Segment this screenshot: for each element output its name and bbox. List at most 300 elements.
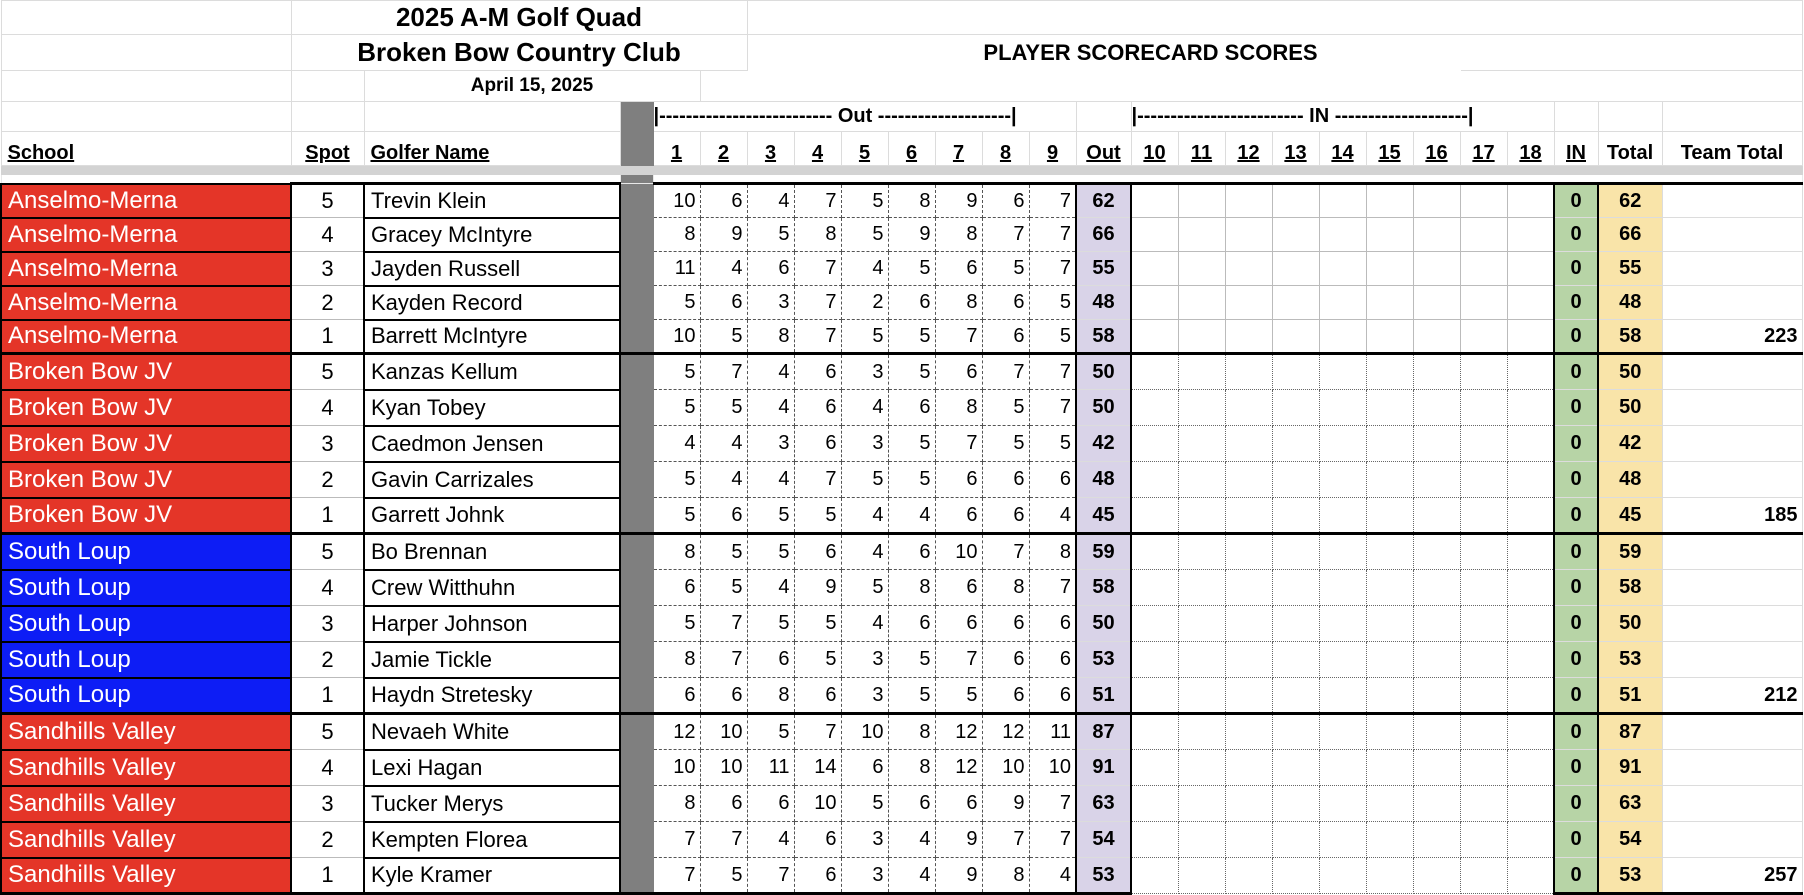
back-nine-score[interactable]	[1507, 750, 1554, 786]
back-nine-score[interactable]	[1131, 320, 1178, 354]
hole-score[interactable]: 10	[653, 320, 700, 354]
back-nine-score[interactable]	[1460, 786, 1507, 822]
hole-score[interactable]: 5	[653, 606, 700, 642]
hole-score[interactable]: 7	[1029, 184, 1076, 218]
hole-score[interactable]: 8	[982, 858, 1029, 894]
back-nine-score[interactable]	[1366, 606, 1413, 642]
hole-score[interactable]: 7	[747, 858, 794, 894]
hole-score[interactable]: 5	[700, 858, 747, 894]
hole-score[interactable]: 6	[888, 534, 935, 570]
back-nine-score[interactable]	[1460, 714, 1507, 750]
back-nine-score[interactable]	[1131, 218, 1178, 252]
back-nine-score[interactable]	[1225, 714, 1272, 750]
hole-score[interactable]: 4	[1029, 498, 1076, 534]
back-nine-score[interactable]	[1272, 252, 1319, 286]
hole-score[interactable]: 6	[653, 570, 700, 606]
hole-score[interactable]: 4	[747, 570, 794, 606]
hole-score[interactable]: 4	[888, 498, 935, 534]
back-nine-score[interactable]	[1460, 606, 1507, 642]
back-nine-score[interactable]	[1413, 642, 1460, 678]
hole-score[interactable]: 4	[700, 252, 747, 286]
back-nine-score[interactable]	[1507, 786, 1554, 822]
hole-score[interactable]: 8	[935, 286, 982, 320]
hole-score[interactable]: 7	[700, 642, 747, 678]
hole-score[interactable]: 6	[653, 678, 700, 714]
hole-score[interactable]: 10	[1029, 750, 1076, 786]
back-nine-score[interactable]	[1178, 498, 1225, 534]
back-nine-score[interactable]	[1507, 642, 1554, 678]
back-nine-score[interactable]	[1507, 822, 1554, 858]
back-nine-score[interactable]	[1366, 218, 1413, 252]
hole-score[interactable]: 6	[935, 498, 982, 534]
hole-score[interactable]: 3	[841, 642, 888, 678]
back-nine-score[interactable]	[1413, 606, 1460, 642]
hole-score[interactable]: 5	[888, 252, 935, 286]
back-nine-score[interactable]	[1413, 184, 1460, 218]
back-nine-score[interactable]	[1131, 786, 1178, 822]
back-nine-score[interactable]	[1131, 426, 1178, 462]
hole-score[interactable]: 5	[841, 570, 888, 606]
back-nine-score[interactable]	[1460, 858, 1507, 894]
hole-score[interactable]: 5	[794, 642, 841, 678]
back-nine-score[interactable]	[1507, 498, 1554, 534]
hole-score[interactable]: 6	[888, 606, 935, 642]
hole-score[interactable]: 8	[888, 184, 935, 218]
hole-score[interactable]: 9	[935, 184, 982, 218]
hole-score[interactable]: 4	[747, 184, 794, 218]
hole-score[interactable]: 3	[841, 354, 888, 390]
back-nine-score[interactable]	[1131, 286, 1178, 320]
back-nine-score[interactable]	[1131, 858, 1178, 894]
hole-score[interactable]: 8	[888, 714, 935, 750]
back-nine-score[interactable]	[1178, 534, 1225, 570]
hole-score[interactable]: 8	[888, 750, 935, 786]
hole-score[interactable]: 8	[747, 320, 794, 354]
hole-score[interactable]: 5	[794, 498, 841, 534]
back-nine-score[interactable]	[1225, 570, 1272, 606]
back-nine-score[interactable]	[1178, 858, 1225, 894]
back-nine-score[interactable]	[1272, 678, 1319, 714]
back-nine-score[interactable]	[1319, 252, 1366, 286]
hole-score[interactable]: 9	[982, 786, 1029, 822]
back-nine-score[interactable]	[1413, 286, 1460, 320]
hole-score[interactable]: 8	[747, 678, 794, 714]
hole-score[interactable]: 7	[700, 822, 747, 858]
hole-score[interactable]: 5	[888, 678, 935, 714]
hole-score[interactable]: 7	[1029, 354, 1076, 390]
hole-score[interactable]: 8	[653, 218, 700, 252]
back-nine-score[interactable]	[1178, 822, 1225, 858]
back-nine-score[interactable]	[1460, 534, 1507, 570]
back-nine-score[interactable]	[1272, 534, 1319, 570]
back-nine-score[interactable]	[1460, 678, 1507, 714]
hole-score[interactable]: 7	[794, 320, 841, 354]
hole-score[interactable]: 6	[1029, 606, 1076, 642]
back-nine-score[interactable]	[1319, 606, 1366, 642]
back-nine-score[interactable]	[1413, 498, 1460, 534]
hole-score[interactable]: 5	[888, 426, 935, 462]
hole-score[interactable]: 4	[653, 426, 700, 462]
back-nine-score[interactable]	[1319, 286, 1366, 320]
back-nine-score[interactable]	[1272, 184, 1319, 218]
hole-score[interactable]: 4	[1029, 858, 1076, 894]
back-nine-score[interactable]	[1178, 354, 1225, 390]
back-nine-score[interactable]	[1507, 320, 1554, 354]
back-nine-score[interactable]	[1319, 714, 1366, 750]
hole-score[interactable]: 5	[794, 606, 841, 642]
hole-score[interactable]: 4	[841, 534, 888, 570]
hole-score[interactable]: 7	[982, 534, 1029, 570]
hole-score[interactable]: 9	[794, 570, 841, 606]
hole-score[interactable]: 7	[700, 354, 747, 390]
back-nine-score[interactable]	[1366, 462, 1413, 498]
hole-score[interactable]: 6	[1029, 678, 1076, 714]
hole-score[interactable]: 5	[747, 218, 794, 252]
back-nine-score[interactable]	[1225, 498, 1272, 534]
back-nine-score[interactable]	[1272, 286, 1319, 320]
back-nine-score[interactable]	[1131, 678, 1178, 714]
hole-score[interactable]: 6	[700, 286, 747, 320]
hole-score[interactable]: 12	[982, 714, 1029, 750]
back-nine-score[interactable]	[1319, 390, 1366, 426]
back-nine-score[interactable]	[1319, 426, 1366, 462]
back-nine-score[interactable]	[1507, 286, 1554, 320]
back-nine-score[interactable]	[1272, 218, 1319, 252]
hole-score[interactable]: 6	[1029, 642, 1076, 678]
back-nine-score[interactable]	[1319, 184, 1366, 218]
hole-score[interactable]: 7	[935, 426, 982, 462]
hole-score[interactable]: 6	[747, 786, 794, 822]
hole-score[interactable]: 5	[888, 320, 935, 354]
back-nine-score[interactable]	[1460, 184, 1507, 218]
back-nine-score[interactable]	[1178, 426, 1225, 462]
hole-score[interactable]: 4	[841, 498, 888, 534]
back-nine-score[interactable]	[1366, 354, 1413, 390]
hole-score[interactable]: 5	[747, 534, 794, 570]
back-nine-score[interactable]	[1225, 218, 1272, 252]
hole-score[interactable]: 7	[982, 354, 1029, 390]
back-nine-score[interactable]	[1460, 570, 1507, 606]
hole-score[interactable]: 5	[653, 462, 700, 498]
back-nine-score[interactable]	[1178, 218, 1225, 252]
back-nine-score[interactable]	[1460, 252, 1507, 286]
back-nine-score[interactable]	[1319, 570, 1366, 606]
back-nine-score[interactable]	[1225, 354, 1272, 390]
back-nine-score[interactable]	[1319, 750, 1366, 786]
back-nine-score[interactable]	[1178, 184, 1225, 218]
back-nine-score[interactable]	[1319, 462, 1366, 498]
back-nine-score[interactable]	[1366, 750, 1413, 786]
back-nine-score[interactable]	[1366, 498, 1413, 534]
hole-score[interactable]: 7	[1029, 218, 1076, 252]
back-nine-score[interactable]	[1131, 390, 1178, 426]
hole-score[interactable]: 10	[935, 534, 982, 570]
hole-score[interactable]: 6	[935, 606, 982, 642]
hole-score[interactable]: 7	[982, 822, 1029, 858]
back-nine-score[interactable]	[1366, 678, 1413, 714]
back-nine-score[interactable]	[1366, 426, 1413, 462]
hole-score[interactable]: 6	[888, 786, 935, 822]
back-nine-score[interactable]	[1366, 390, 1413, 426]
back-nine-score[interactable]	[1413, 822, 1460, 858]
hole-score[interactable]: 6	[982, 498, 1029, 534]
back-nine-score[interactable]	[1272, 462, 1319, 498]
hole-score[interactable]: 6	[935, 252, 982, 286]
hole-score[interactable]: 4	[747, 390, 794, 426]
back-nine-score[interactable]	[1413, 462, 1460, 498]
back-nine-score[interactable]	[1131, 252, 1178, 286]
hole-score[interactable]: 5	[653, 354, 700, 390]
back-nine-score[interactable]	[1272, 750, 1319, 786]
hole-score[interactable]: 8	[653, 534, 700, 570]
back-nine-score[interactable]	[1460, 822, 1507, 858]
hole-score[interactable]: 12	[935, 750, 982, 786]
back-nine-score[interactable]	[1178, 786, 1225, 822]
back-nine-score[interactable]	[1178, 714, 1225, 750]
hole-score[interactable]: 6	[982, 678, 1029, 714]
back-nine-score[interactable]	[1131, 534, 1178, 570]
back-nine-score[interactable]	[1413, 678, 1460, 714]
back-nine-score[interactable]	[1272, 786, 1319, 822]
back-nine-score[interactable]	[1178, 286, 1225, 320]
hole-score[interactable]: 3	[747, 286, 794, 320]
hole-score[interactable]: 7	[794, 714, 841, 750]
back-nine-score[interactable]	[1225, 462, 1272, 498]
hole-score[interactable]: 6	[982, 320, 1029, 354]
hole-score[interactable]: 5	[888, 642, 935, 678]
hole-score[interactable]: 6	[747, 252, 794, 286]
back-nine-score[interactable]	[1366, 858, 1413, 894]
hole-score[interactable]: 5	[888, 462, 935, 498]
back-nine-score[interactable]	[1507, 218, 1554, 252]
back-nine-score[interactable]	[1319, 498, 1366, 534]
back-nine-score[interactable]	[1272, 642, 1319, 678]
back-nine-score[interactable]	[1225, 642, 1272, 678]
back-nine-score[interactable]	[1413, 714, 1460, 750]
hole-score[interactable]: 8	[653, 786, 700, 822]
back-nine-score[interactable]	[1460, 286, 1507, 320]
hole-score[interactable]: 8	[935, 390, 982, 426]
hole-score[interactable]: 8	[1029, 534, 1076, 570]
back-nine-score[interactable]	[1319, 534, 1366, 570]
back-nine-score[interactable]	[1413, 320, 1460, 354]
back-nine-score[interactable]	[1460, 750, 1507, 786]
back-nine-score[interactable]	[1507, 252, 1554, 286]
hole-score[interactable]: 5	[982, 426, 1029, 462]
hole-score[interactable]: 7	[700, 606, 747, 642]
back-nine-score[interactable]	[1319, 320, 1366, 354]
hole-score[interactable]: 7	[1029, 822, 1076, 858]
hole-score[interactable]: 11	[653, 252, 700, 286]
hole-score[interactable]: 4	[747, 822, 794, 858]
hole-score[interactable]: 7	[794, 184, 841, 218]
hole-score[interactable]: 11	[1029, 714, 1076, 750]
back-nine-score[interactable]	[1460, 426, 1507, 462]
hole-score[interactable]: 8	[982, 570, 1029, 606]
hole-score[interactable]: 6	[794, 534, 841, 570]
back-nine-score[interactable]	[1460, 218, 1507, 252]
hole-score[interactable]: 6	[1029, 462, 1076, 498]
back-nine-score[interactable]	[1507, 462, 1554, 498]
back-nine-score[interactable]	[1413, 218, 1460, 252]
hole-score[interactable]: 3	[841, 858, 888, 894]
hole-score[interactable]: 5	[653, 390, 700, 426]
hole-score[interactable]: 7	[982, 218, 1029, 252]
back-nine-score[interactable]	[1366, 252, 1413, 286]
hole-score[interactable]: 6	[888, 286, 935, 320]
hole-score[interactable]: 6	[982, 184, 1029, 218]
back-nine-score[interactable]	[1413, 786, 1460, 822]
hole-score[interactable]: 5	[747, 498, 794, 534]
back-nine-score[interactable]	[1131, 184, 1178, 218]
back-nine-score[interactable]	[1507, 354, 1554, 390]
hole-score[interactable]: 4	[747, 462, 794, 498]
hole-score[interactable]: 4	[700, 426, 747, 462]
back-nine-score[interactable]	[1460, 390, 1507, 426]
hole-score[interactable]: 3	[841, 426, 888, 462]
back-nine-score[interactable]	[1225, 822, 1272, 858]
hole-score[interactable]: 6	[982, 606, 1029, 642]
back-nine-score[interactable]	[1272, 426, 1319, 462]
back-nine-score[interactable]	[1178, 320, 1225, 354]
hole-score[interactable]: 10	[794, 786, 841, 822]
hole-score[interactable]: 6	[700, 184, 747, 218]
back-nine-score[interactable]	[1178, 750, 1225, 786]
back-nine-score[interactable]	[1225, 786, 1272, 822]
hole-score[interactable]: 5	[935, 678, 982, 714]
back-nine-score[interactable]	[1225, 606, 1272, 642]
back-nine-score[interactable]	[1507, 714, 1554, 750]
back-nine-score[interactable]	[1319, 678, 1366, 714]
back-nine-score[interactable]	[1272, 498, 1319, 534]
hole-score[interactable]: 5	[1029, 320, 1076, 354]
back-nine-score[interactable]	[1131, 354, 1178, 390]
back-nine-score[interactable]	[1272, 570, 1319, 606]
back-nine-score[interactable]	[1413, 390, 1460, 426]
hole-score[interactable]: 8	[794, 218, 841, 252]
hole-score[interactable]: 10	[982, 750, 1029, 786]
hole-score[interactable]: 6	[700, 498, 747, 534]
back-nine-score[interactable]	[1272, 714, 1319, 750]
hole-score[interactable]: 5	[841, 786, 888, 822]
back-nine-score[interactable]	[1413, 252, 1460, 286]
back-nine-score[interactable]	[1413, 534, 1460, 570]
hole-score[interactable]: 5	[1029, 426, 1076, 462]
back-nine-score[interactable]	[1225, 750, 1272, 786]
hole-score[interactable]: 5	[1029, 286, 1076, 320]
hole-score[interactable]: 6	[794, 858, 841, 894]
hole-score[interactable]: 3	[841, 822, 888, 858]
back-nine-score[interactable]	[1131, 462, 1178, 498]
hole-score[interactable]: 6	[982, 462, 1029, 498]
back-nine-score[interactable]	[1413, 750, 1460, 786]
back-nine-score[interactable]	[1131, 606, 1178, 642]
hole-score[interactable]: 6	[794, 678, 841, 714]
hole-score[interactable]: 5	[841, 462, 888, 498]
back-nine-score[interactable]	[1366, 822, 1413, 858]
back-nine-score[interactable]	[1460, 462, 1507, 498]
hole-score[interactable]: 4	[841, 390, 888, 426]
back-nine-score[interactable]	[1272, 606, 1319, 642]
hole-score[interactable]: 11	[747, 750, 794, 786]
hole-score[interactable]: 5	[747, 714, 794, 750]
hole-score[interactable]: 9	[700, 218, 747, 252]
back-nine-score[interactable]	[1460, 642, 1507, 678]
hole-score[interactable]: 8	[888, 570, 935, 606]
back-nine-score[interactable]	[1225, 534, 1272, 570]
hole-score[interactable]: 7	[1029, 570, 1076, 606]
hole-score[interactable]: 5	[841, 320, 888, 354]
hole-score[interactable]: 7	[1029, 390, 1076, 426]
hole-score[interactable]: 7	[1029, 252, 1076, 286]
hole-score[interactable]: 10	[653, 184, 700, 218]
hole-score[interactable]: 9	[935, 822, 982, 858]
hole-score[interactable]: 6	[888, 390, 935, 426]
hole-score[interactable]: 7	[935, 642, 982, 678]
back-nine-score[interactable]	[1272, 390, 1319, 426]
back-nine-score[interactable]	[1507, 678, 1554, 714]
back-nine-score[interactable]	[1225, 678, 1272, 714]
back-nine-score[interactable]	[1460, 354, 1507, 390]
back-nine-score[interactable]	[1225, 184, 1272, 218]
hole-score[interactable]: 6	[700, 678, 747, 714]
hole-score[interactable]: 14	[794, 750, 841, 786]
hole-score[interactable]: 9	[888, 218, 935, 252]
hole-score[interactable]: 6	[935, 462, 982, 498]
back-nine-score[interactable]	[1225, 426, 1272, 462]
hole-score[interactable]: 4	[888, 822, 935, 858]
back-nine-score[interactable]	[1272, 822, 1319, 858]
back-nine-score[interactable]	[1131, 642, 1178, 678]
hole-score[interactable]: 7	[794, 286, 841, 320]
back-nine-score[interactable]	[1225, 286, 1272, 320]
back-nine-score[interactable]	[1366, 642, 1413, 678]
hole-score[interactable]: 6	[794, 426, 841, 462]
hole-score[interactable]: 7	[794, 252, 841, 286]
back-nine-score[interactable]	[1272, 858, 1319, 894]
hole-score[interactable]: 5	[700, 534, 747, 570]
back-nine-score[interactable]	[1178, 678, 1225, 714]
back-nine-score[interactable]	[1507, 606, 1554, 642]
hole-score[interactable]: 6	[841, 750, 888, 786]
back-nine-score[interactable]	[1507, 184, 1554, 218]
hole-score[interactable]: 4	[888, 858, 935, 894]
hole-score[interactable]: 5	[747, 606, 794, 642]
hole-score[interactable]: 6	[982, 286, 1029, 320]
back-nine-score[interactable]	[1507, 570, 1554, 606]
back-nine-score[interactable]	[1413, 426, 1460, 462]
back-nine-score[interactable]	[1507, 534, 1554, 570]
back-nine-score[interactable]	[1366, 184, 1413, 218]
back-nine-score[interactable]	[1272, 320, 1319, 354]
back-nine-score[interactable]	[1225, 858, 1272, 894]
back-nine-score[interactable]	[1178, 606, 1225, 642]
back-nine-score[interactable]	[1413, 570, 1460, 606]
hole-score[interactable]: 6	[935, 570, 982, 606]
hole-score[interactable]: 7	[653, 858, 700, 894]
back-nine-score[interactable]	[1131, 750, 1178, 786]
hole-score[interactable]: 10	[700, 750, 747, 786]
hole-score[interactable]: 5	[653, 498, 700, 534]
hole-score[interactable]: 10	[700, 714, 747, 750]
hole-score[interactable]: 7	[794, 462, 841, 498]
hole-score[interactable]: 5	[982, 252, 1029, 286]
hole-score[interactable]: 7	[935, 320, 982, 354]
hole-score[interactable]: 4	[841, 252, 888, 286]
back-nine-score[interactable]	[1413, 858, 1460, 894]
back-nine-score[interactable]	[1178, 252, 1225, 286]
hole-score[interactable]: 4	[700, 462, 747, 498]
